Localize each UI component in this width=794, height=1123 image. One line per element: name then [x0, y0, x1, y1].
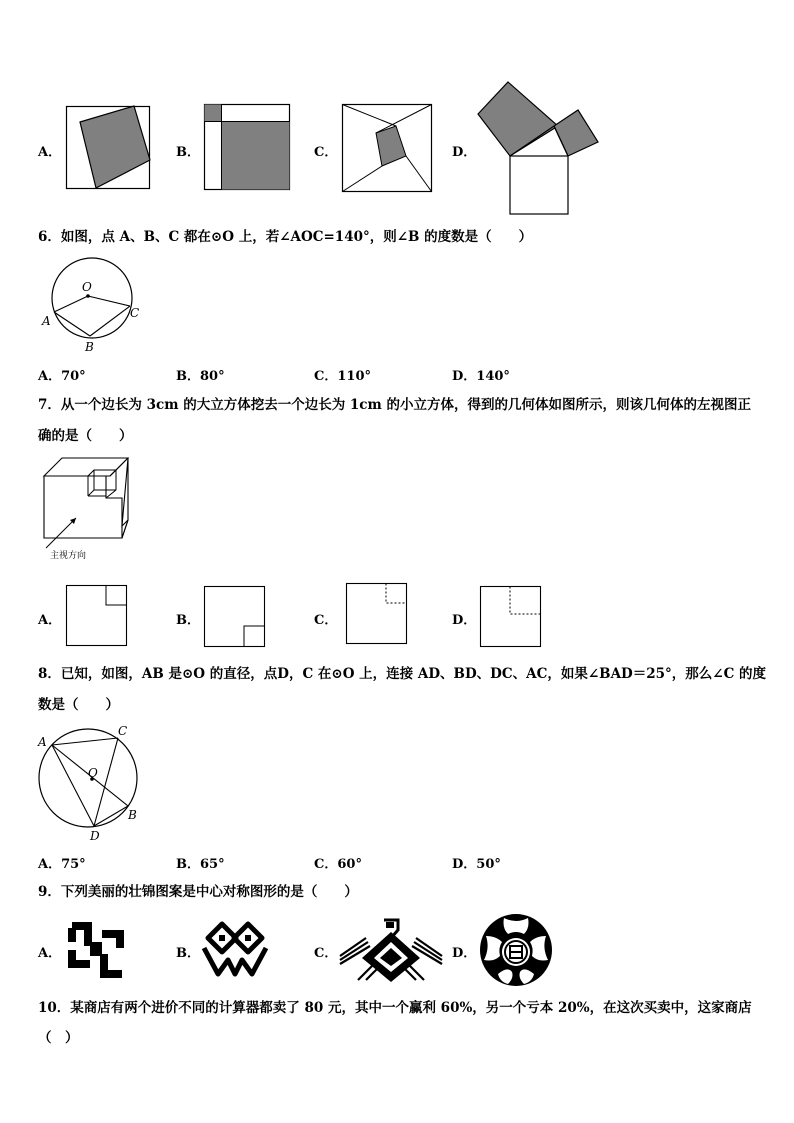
- q8-label-c: C: [118, 724, 128, 738]
- q8-label-a: A: [38, 735, 47, 749]
- q7-cube-figure: [40, 456, 136, 564]
- q8-label-d: D: [90, 829, 100, 843]
- q6-option-b[interactable]: B．80°: [176, 369, 225, 384]
- q7-figure-b: [204, 586, 266, 648]
- q9-option-d-label: D．: [452, 946, 477, 961]
- q7-text-line2: 确的是（ ）: [38, 428, 133, 444]
- q8-option-c[interactable]: C．60°: [314, 857, 362, 872]
- q9-option-a-label: A．: [38, 946, 62, 961]
- q6-label-a: A: [42, 314, 51, 328]
- q7-option-b-label: B．: [176, 613, 200, 628]
- q5-figure-c: [342, 104, 432, 192]
- q6-text: 6．如图，点 A、B、C 都在⊙O 上，若∠AOC=140°，则∠B 的度数是（ ）: [38, 229, 533, 245]
- q8-option-b[interactable]: B．65°: [176, 857, 225, 872]
- q7-caption: 主视方向: [50, 551, 87, 561]
- q7-option-d-label: D．: [452, 613, 477, 628]
- q6-circle-figure: [38, 254, 144, 354]
- q8-label-o: O: [88, 766, 98, 780]
- q7-option-a-label: A．: [38, 613, 62, 628]
- q10-text-line2: （ ）: [38, 1030, 79, 1046]
- q6-label-o: O: [82, 280, 92, 294]
- q6-option-a[interactable]: A．70°: [38, 369, 86, 384]
- q5-figure-d: [478, 80, 600, 216]
- q8-option-a[interactable]: A．75°: [38, 857, 86, 872]
- q7-option-c-label: C．: [314, 613, 338, 628]
- q5-figure-b: [204, 104, 290, 190]
- q8-text-line2: 数是（ ）: [38, 697, 119, 713]
- q9-pattern-c: [338, 916, 444, 984]
- q9-pattern-a: [64, 920, 128, 980]
- q9-text: 9．下列美丽的壮锦图案是中心对称图形的是（ ）: [38, 884, 358, 900]
- q6-label-b: B: [85, 340, 94, 354]
- q6-label-c: C: [130, 306, 140, 320]
- q9-pattern-b: [198, 918, 272, 982]
- q8-option-d[interactable]: D．50°: [452, 857, 501, 872]
- q7-figure-d: [480, 586, 542, 648]
- q8-label-b: B: [128, 808, 137, 822]
- q5-option-a-label: A．: [38, 145, 62, 160]
- q7-figure-a: [66, 585, 128, 647]
- q10-text-line1: 10．某商店有两个进价不同的计算器都卖了 80 元，其中一个赢利 60%，另一个亏本 20%，在这次买卖中，这家商店: [38, 1000, 752, 1016]
- q8-text-line1: 8．已知，如图，AB 是⊙O 的直径，点D，C 在⊙O 上，连接 AD、BD、DC、AC，如果∠BAD＝25°，那么∠C 的度: [38, 666, 767, 682]
- q7-text-line1: 7．从一个边长为 3cm 的大立方体挖去一个边长为 1cm 的小立方体，得到的几何体如图所示，则该几何体的左视图正: [38, 397, 751, 413]
- q6-option-d[interactable]: D．140°: [452, 369, 510, 384]
- q9-option-c-label: C．: [314, 946, 338, 961]
- q5-option-c-label: C．: [314, 145, 338, 160]
- q9-option-b-label: B．: [176, 946, 200, 961]
- q9-pattern-d: [478, 912, 554, 988]
- q7-figure-c: [346, 583, 408, 645]
- q5-figure-a: [66, 106, 151, 190]
- q8-circle-figure: [34, 722, 142, 846]
- q5-option-d-label: D．: [452, 145, 477, 160]
- q6-option-c[interactable]: C．110°: [314, 369, 371, 384]
- q5-option-b-label: B．: [176, 145, 200, 160]
